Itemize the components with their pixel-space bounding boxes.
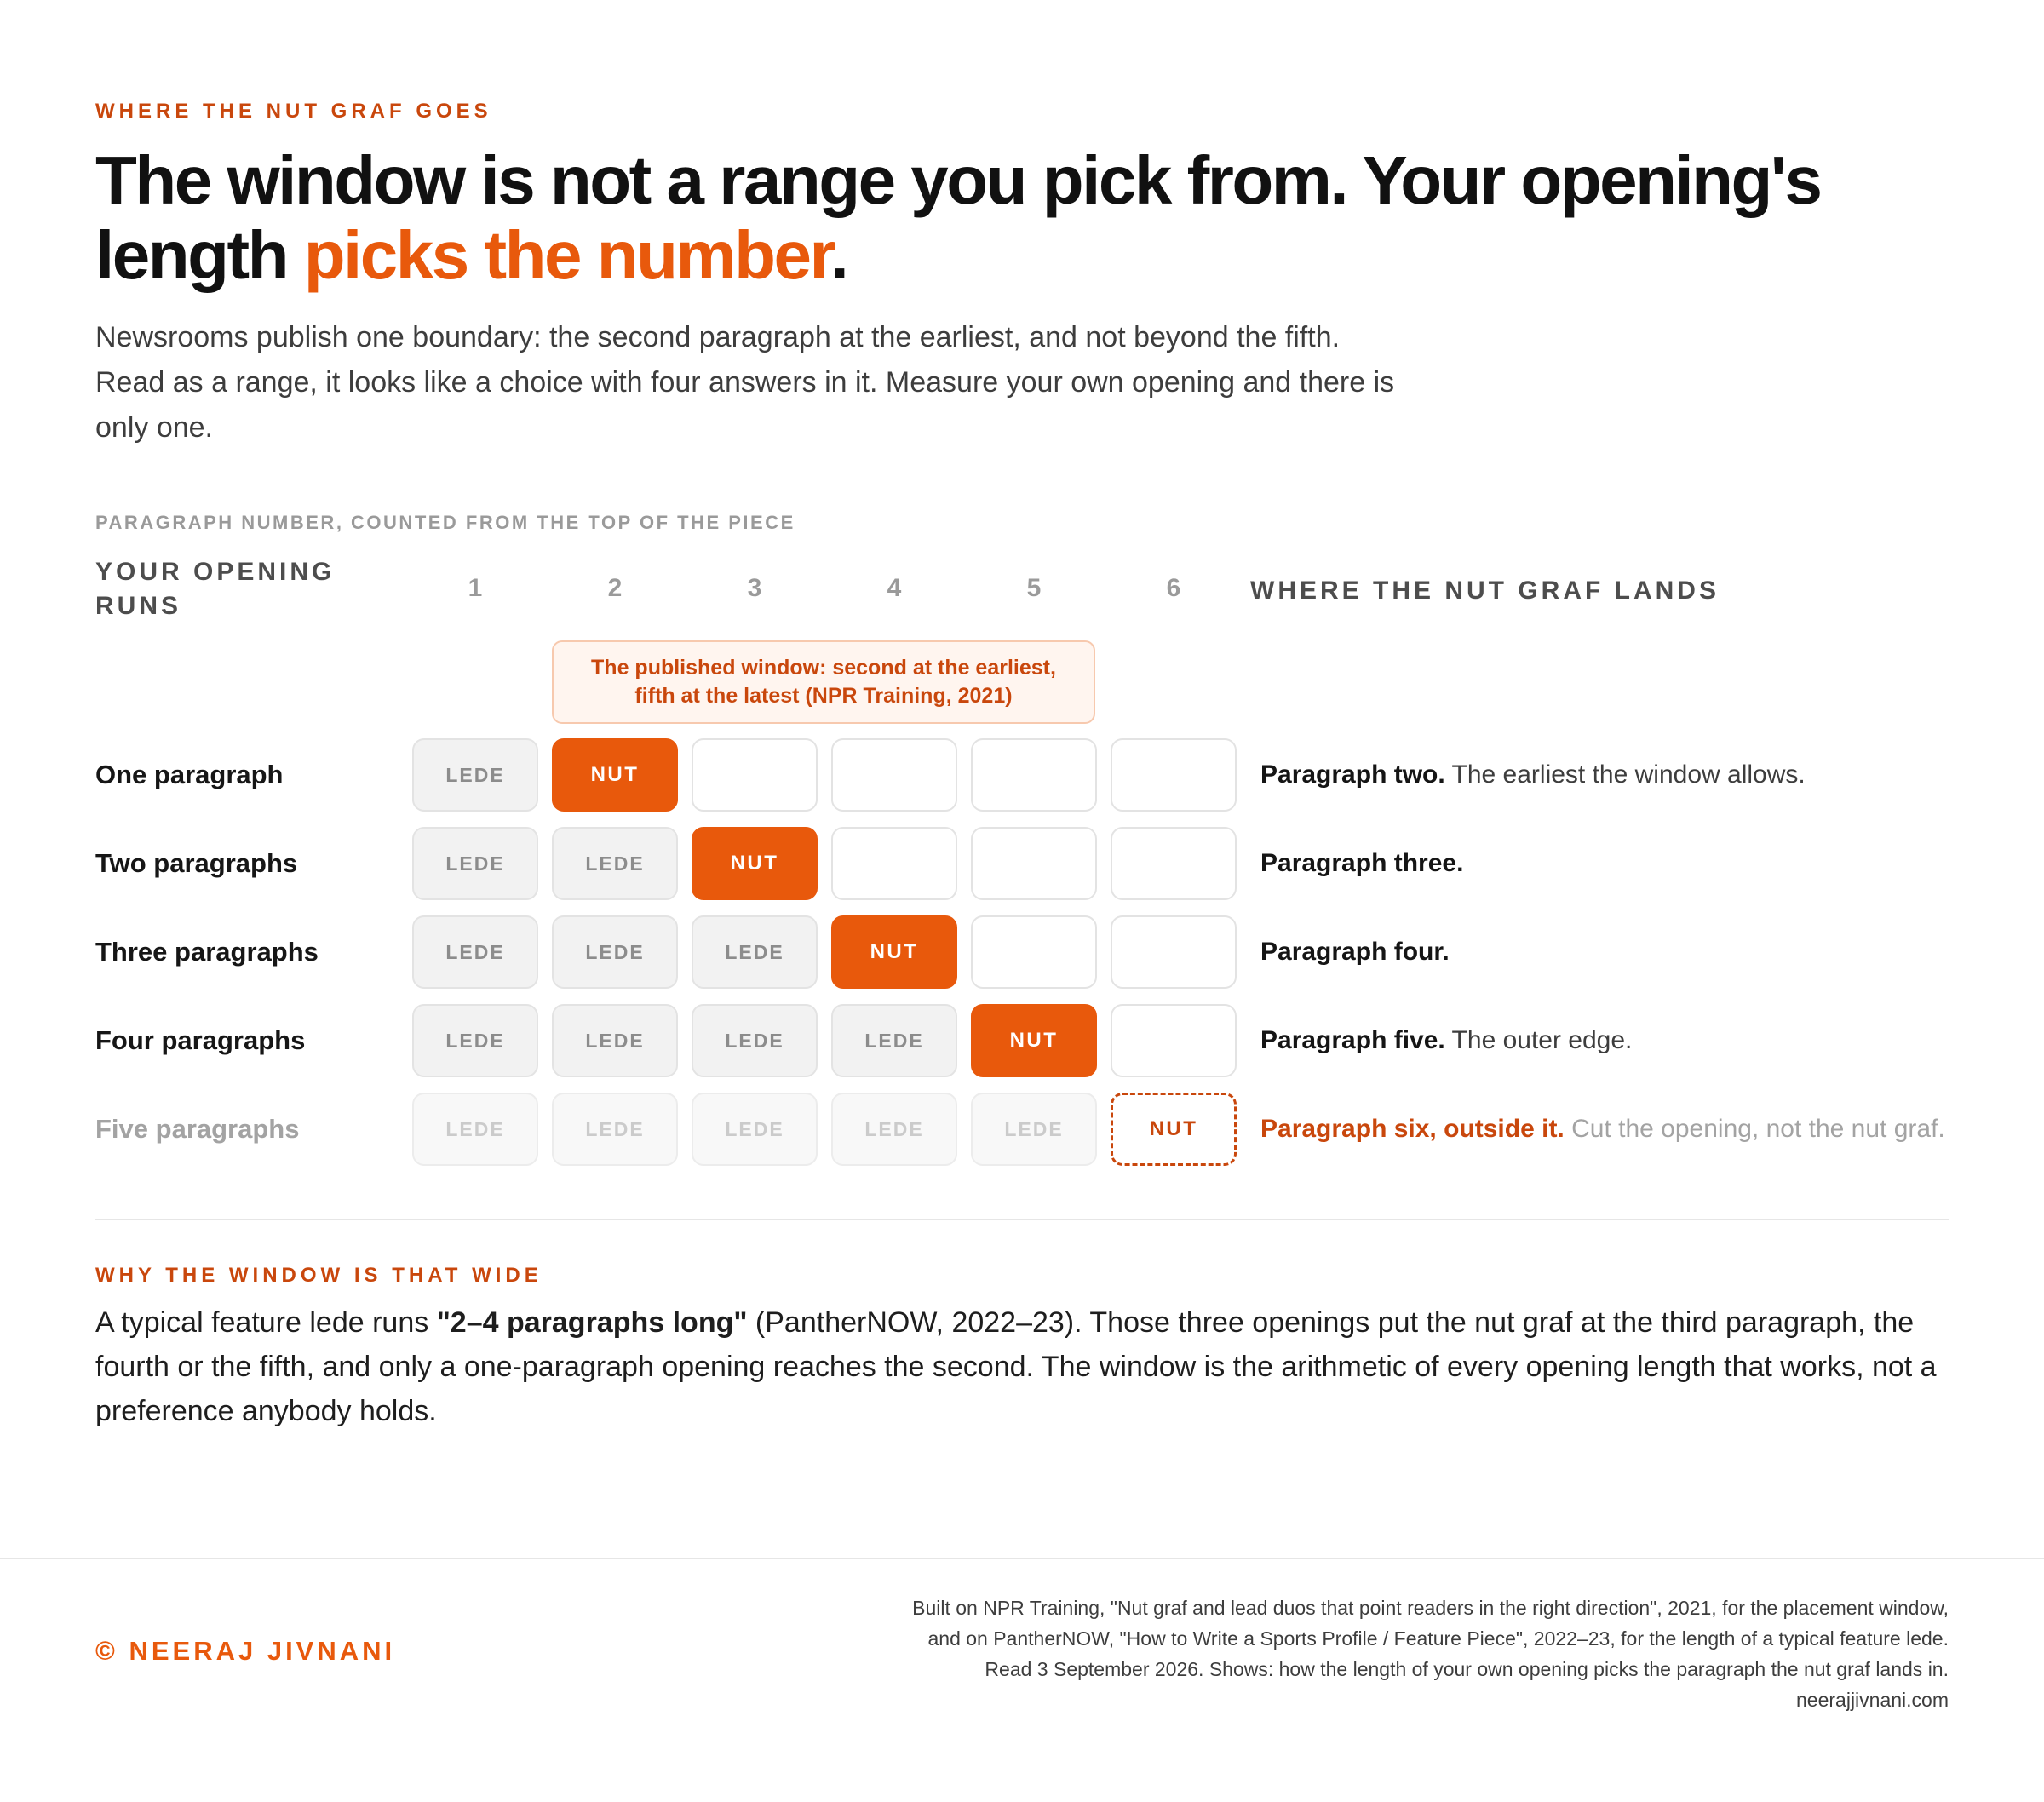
credit-url: neerajjivnani.com (1796, 1689, 1949, 1711)
empty-cell (971, 738, 1097, 812)
lede-cell: LEDE (692, 915, 818, 989)
row-label: Five paragraphs (95, 1114, 300, 1144)
headline-accent: picks the number (303, 217, 830, 293)
lede-cell: LEDE (552, 915, 678, 989)
lede-cell: LEDE (412, 1093, 538, 1166)
lede-cell: LEDE (692, 1093, 818, 1166)
outcome-paragraph: Paragraph six, outside it. (1260, 1115, 1565, 1143)
paragraph-number-5: 5 (1026, 574, 1042, 602)
column-head-opening: YOUR OPENING RUNS (95, 558, 336, 620)
lede-cell: LEDE (412, 738, 538, 812)
nut-graf-cell: NUT (831, 915, 957, 989)
why-body (95, 1300, 1949, 1433)
lede-cell: LEDE (412, 827, 538, 900)
row-outcome (1260, 738, 1959, 812)
why-text-start: A typical feature lede runs (95, 1306, 437, 1339)
row-label: One paragraph (95, 760, 284, 789)
headline-period: . (830, 217, 847, 293)
row-label: Two paragraphs (95, 848, 298, 878)
lede-cell: LEDE (552, 1093, 678, 1166)
paragraph-number-2: 2 (607, 574, 623, 602)
lede-cell: LEDE (971, 1093, 1097, 1166)
empty-cell (971, 827, 1097, 900)
paragraph-number-6: 6 (1166, 574, 1181, 602)
empty-cell (831, 738, 957, 812)
nut-graf-cell: NUT (692, 827, 818, 900)
source-credits (671, 1593, 1949, 1715)
row-outcome (1260, 1093, 1959, 1166)
published-window-note: The published window: second at the earliest, fifth at the latest (NPR Training, 2021) (552, 640, 1095, 724)
credit-line: Read 3 September 2026. Shows: how the length of your own opening picks the paragraph the nut graf lands in. (985, 1658, 1949, 1680)
headline-text: The window is not a range you pick from. Your opening's length (95, 142, 1821, 293)
lede-cell: LEDE (552, 1004, 678, 1077)
outcome-text (1260, 757, 1806, 793)
headline (95, 143, 1952, 293)
axis-caption: PARAGRAPH NUMBER, COUNTED FROM THE TOP OF THE PIECE (95, 512, 795, 533)
nut-graf-cell: NUT (552, 738, 678, 812)
section-divider (95, 1219, 1949, 1220)
lede-cell: LEDE (831, 1004, 957, 1077)
copyright: © NEERAJ JIVNANI (95, 1636, 396, 1666)
empty-cell (1111, 1004, 1237, 1077)
nut-graf-outside-cell: NUT (1111, 1093, 1237, 1166)
empty-cell (971, 915, 1097, 989)
outcome-text (1260, 1111, 1945, 1147)
empty-cell (1111, 915, 1237, 989)
outcome-text (1260, 846, 1463, 881)
footer-divider (0, 1558, 2044, 1559)
row-outcome (1260, 827, 1959, 900)
outcome-text (1260, 934, 1450, 970)
paragraph-number-3: 3 (747, 574, 762, 602)
empty-cell (831, 827, 957, 900)
outcome-note: The earliest the window allows. (1444, 760, 1806, 789)
outcome-text (1260, 1023, 1632, 1059)
why-text-end: (PantherNOW, 2022–23). Those three openings put the nut graf at the third paragraph, the fourth or the fifth, and only a one-paragraph opening reaches the second. The window is the arithmetic of every opening length that works, not a preference anybody holds. (95, 1306, 1937, 1427)
row-label: Four paragraphs (95, 1025, 306, 1055)
outcome-paragraph: Paragraph four. (1260, 938, 1450, 966)
credit-line: Built on NPR Training, "Nut graf and lead duos that point readers in the right direction", 2021, for the placement window, (912, 1597, 1949, 1619)
row-outcome (1260, 915, 1959, 989)
lead-paragraph: Newsrooms publish one boundary: the second paragraph at the earliest, and not beyond the fifth. Read as a range, it looks like a choice with four answers in it. Measure your own opening and there is only one. (95, 321, 1395, 444)
column-head-outcome: WHERE THE NUT GRAF LANDS (1250, 577, 1720, 605)
lede-cell: LEDE (412, 915, 538, 989)
outcome-note: The outer edge. (1444, 1026, 1633, 1054)
outcome-paragraph: Paragraph two. (1260, 760, 1445, 789)
empty-cell (692, 738, 818, 812)
outcome-paragraph: Paragraph three. (1260, 849, 1464, 877)
nut-graf-cell: NUT (971, 1004, 1097, 1077)
row-label: Three paragraphs (95, 937, 319, 967)
paragraph-number-4: 4 (887, 574, 902, 602)
paragraph-number-1: 1 (468, 574, 483, 602)
section-kicker: WHERE THE NUT GRAF GOES (95, 100, 492, 123)
why-kicker: WHY THE WINDOW IS THAT WIDE (95, 1264, 543, 1287)
credit-line: and on PantherNOW, "How to Write a Sports Profile / Feature Piece", 2022–23, for the length of a typical feature lede. (927, 1627, 1949, 1650)
why-quote: "2–4 paragraphs long" (436, 1306, 748, 1339)
lede-cell: LEDE (412, 1004, 538, 1077)
empty-cell (1111, 738, 1237, 812)
outcome-paragraph: Paragraph five. (1260, 1026, 1445, 1054)
lede-cell: LEDE (692, 1004, 818, 1077)
outcome-note: Cut the opening, not the nut graf. (1564, 1115, 1945, 1143)
empty-cell (1111, 827, 1237, 900)
row-outcome (1260, 1004, 1959, 1077)
lede-cell: LEDE (831, 1093, 957, 1166)
lede-cell: LEDE (552, 827, 678, 900)
